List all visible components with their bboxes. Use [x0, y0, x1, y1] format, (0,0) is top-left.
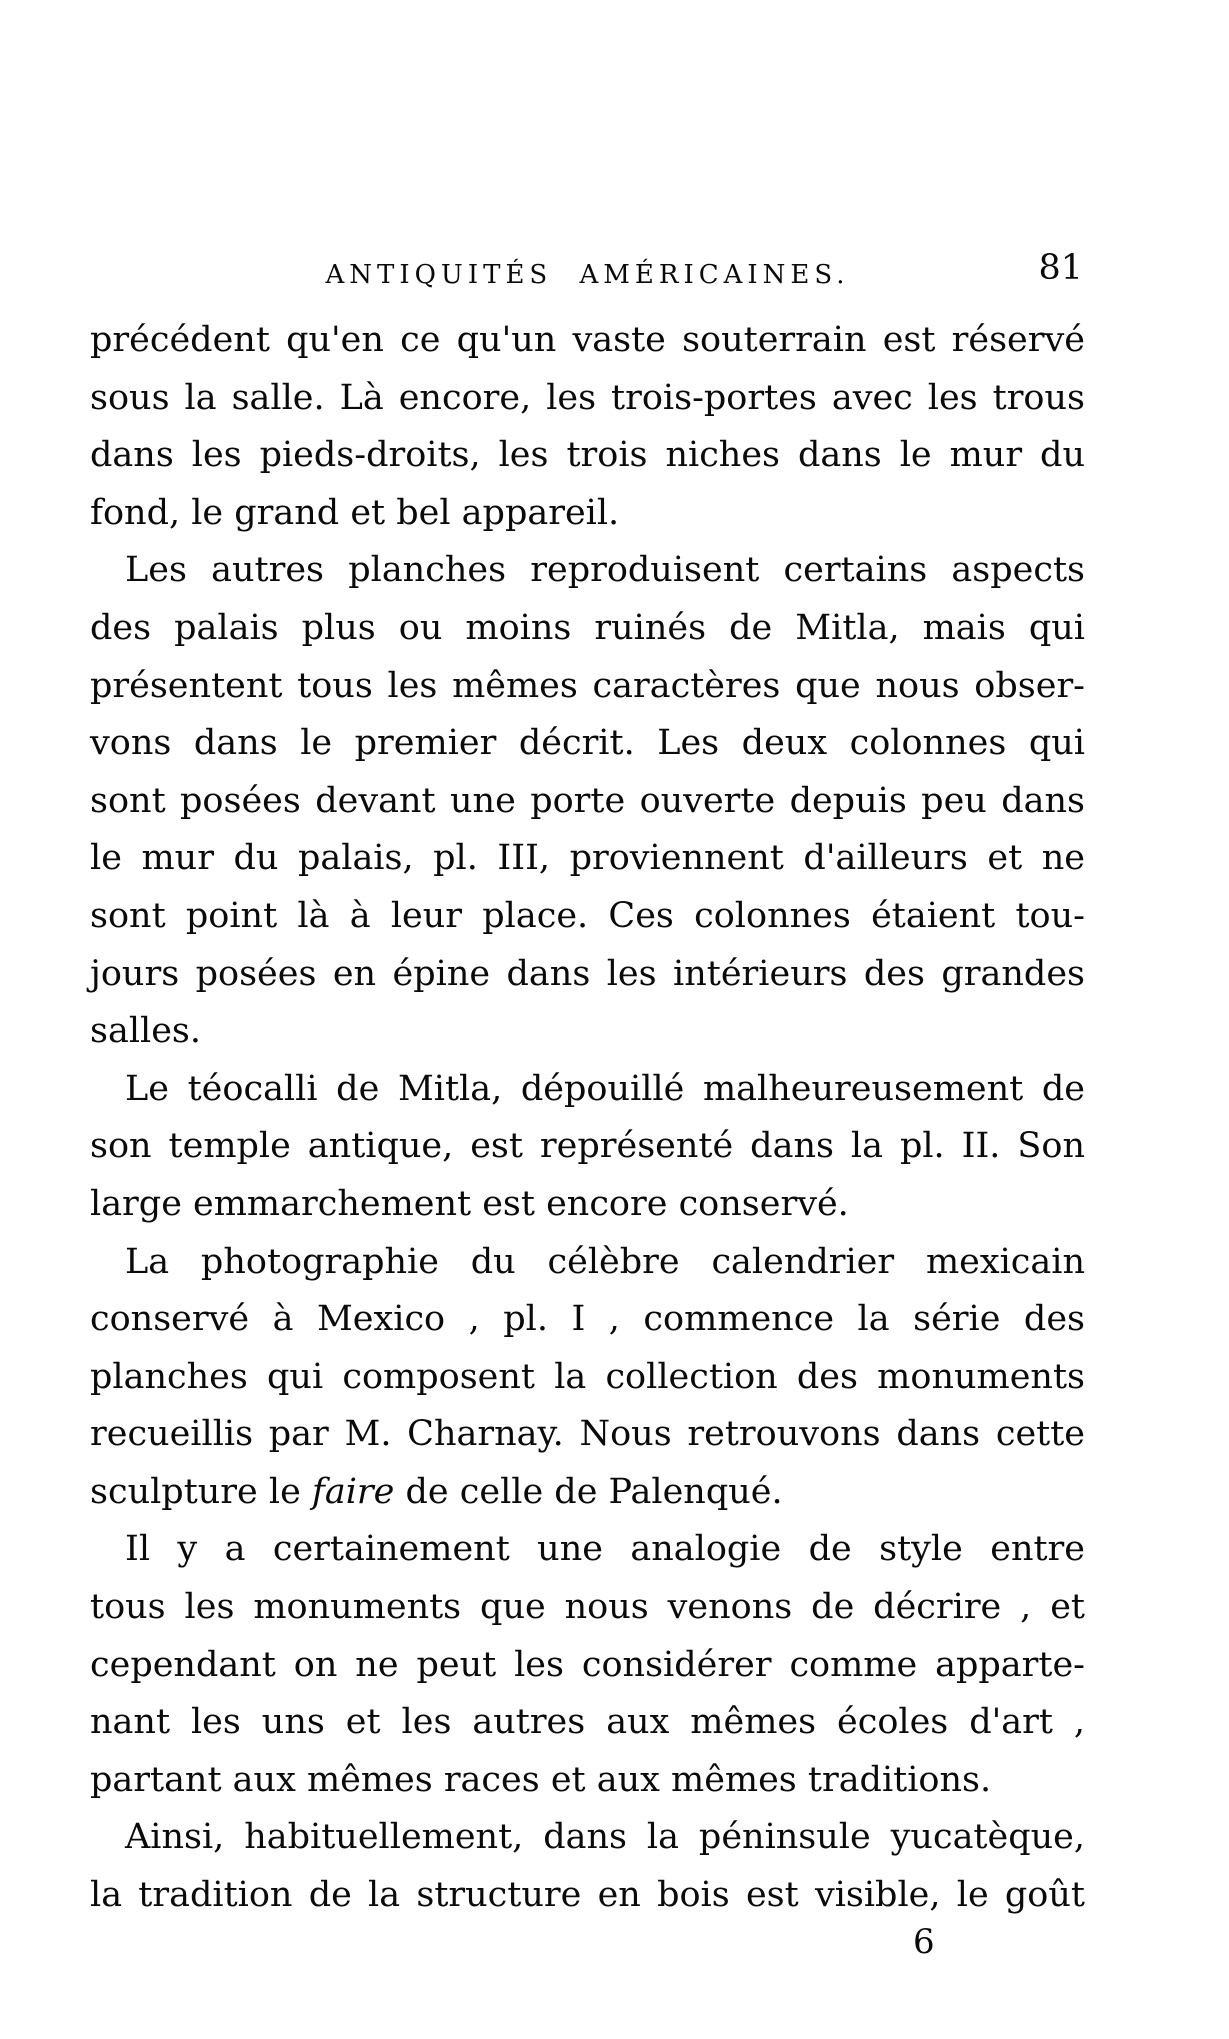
text-line: la tradition de la structure en bois est visible, le goût — [90, 1875, 1085, 1916]
text-line: sous la salle. Là encore, les trois-portes avec les trous — [90, 377, 1085, 418]
running-header — [90, 248, 1085, 296]
text-line: recueillis par M. Charnay. Nous retrouvons dans cette — [90, 1414, 1085, 1455]
text-line: salles. — [90, 1011, 202, 1052]
text-line: fond, le grand et bel appareil. — [90, 492, 620, 533]
paragraph — [90, 1234, 1085, 1522]
text-line — [90, 1464, 1085, 1522]
body-text — [90, 312, 1085, 1925]
text-line: sont posées devant une porte ouverte depuis peu dans — [90, 780, 1085, 821]
text-line: vons dans le premier décrit. Les deux colonnes qui — [90, 723, 1085, 764]
text-line: dans les pieds-droits, les trois niches dans le mur du — [90, 435, 1085, 476]
text-line: planches qui composent la collection des monuments — [90, 1356, 1085, 1397]
text-line: des palais plus ou moins ruinés de Mitla, mais qui — [90, 607, 1085, 648]
text-segment: de celle de Palenqué. — [394, 1471, 783, 1512]
italic-term: faire — [311, 1471, 395, 1512]
text-line: nant les uns et les autres aux mêmes écoles d'art , — [90, 1702, 1085, 1743]
text-line: présentent tous les mêmes caractères que nous obser- — [90, 665, 1085, 706]
paragraph — [90, 1521, 1085, 1809]
text-line: partant aux mêmes races et aux mêmes traditions. — [90, 1759, 992, 1800]
text-line: tous les monuments que nous venons de décrire , et — [90, 1587, 1085, 1628]
paragraph — [90, 542, 1085, 1060]
paragraph — [90, 1061, 1085, 1234]
text-line: précédent qu'en ce qu'un vaste souterrain est réservé — [90, 320, 1085, 360]
paragraph — [90, 312, 1085, 542]
text-line: jours posées en épine dans les intérieurs des grandes — [90, 953, 1085, 994]
text-line: son temple antique, est représenté dans la pl. II. Son — [90, 1126, 1085, 1167]
text-line: Il y a certainement une analogie de style entre — [125, 1529, 1085, 1570]
text-line: conservé à Mexico , pl. I , commence la série des — [90, 1299, 1085, 1340]
header-title: ANTIQUITÉS AMÉRICAINES. — [325, 260, 850, 290]
page-number: 81 — [1038, 248, 1083, 288]
text-segment: sculpture le — [90, 1471, 312, 1512]
text-line: Le téocalli de Mitla, dépouillé malheureusement de — [125, 1068, 1085, 1109]
text-line: Les autres planches reproduisent certains aspects — [125, 550, 1085, 591]
signature-mark: 6 — [913, 1922, 935, 1962]
text-line: Ainsi, habituellement, dans la péninsule yucatèque, — [125, 1817, 1085, 1858]
text-line: large emmarchement est encore conservé. — [90, 1183, 849, 1224]
text-line: La photographie du célèbre calendrier mexicain — [125, 1241, 1085, 1282]
text-line: cependant on ne peut les considérer comme apparte- — [90, 1644, 1085, 1685]
paragraph — [90, 1809, 1085, 1924]
text-line: sont point là à leur place. Ces colonnes étaient tou- — [90, 895, 1085, 936]
text-line: le mur du palais, pl. III, proviennent d'ailleurs et ne — [90, 838, 1085, 879]
